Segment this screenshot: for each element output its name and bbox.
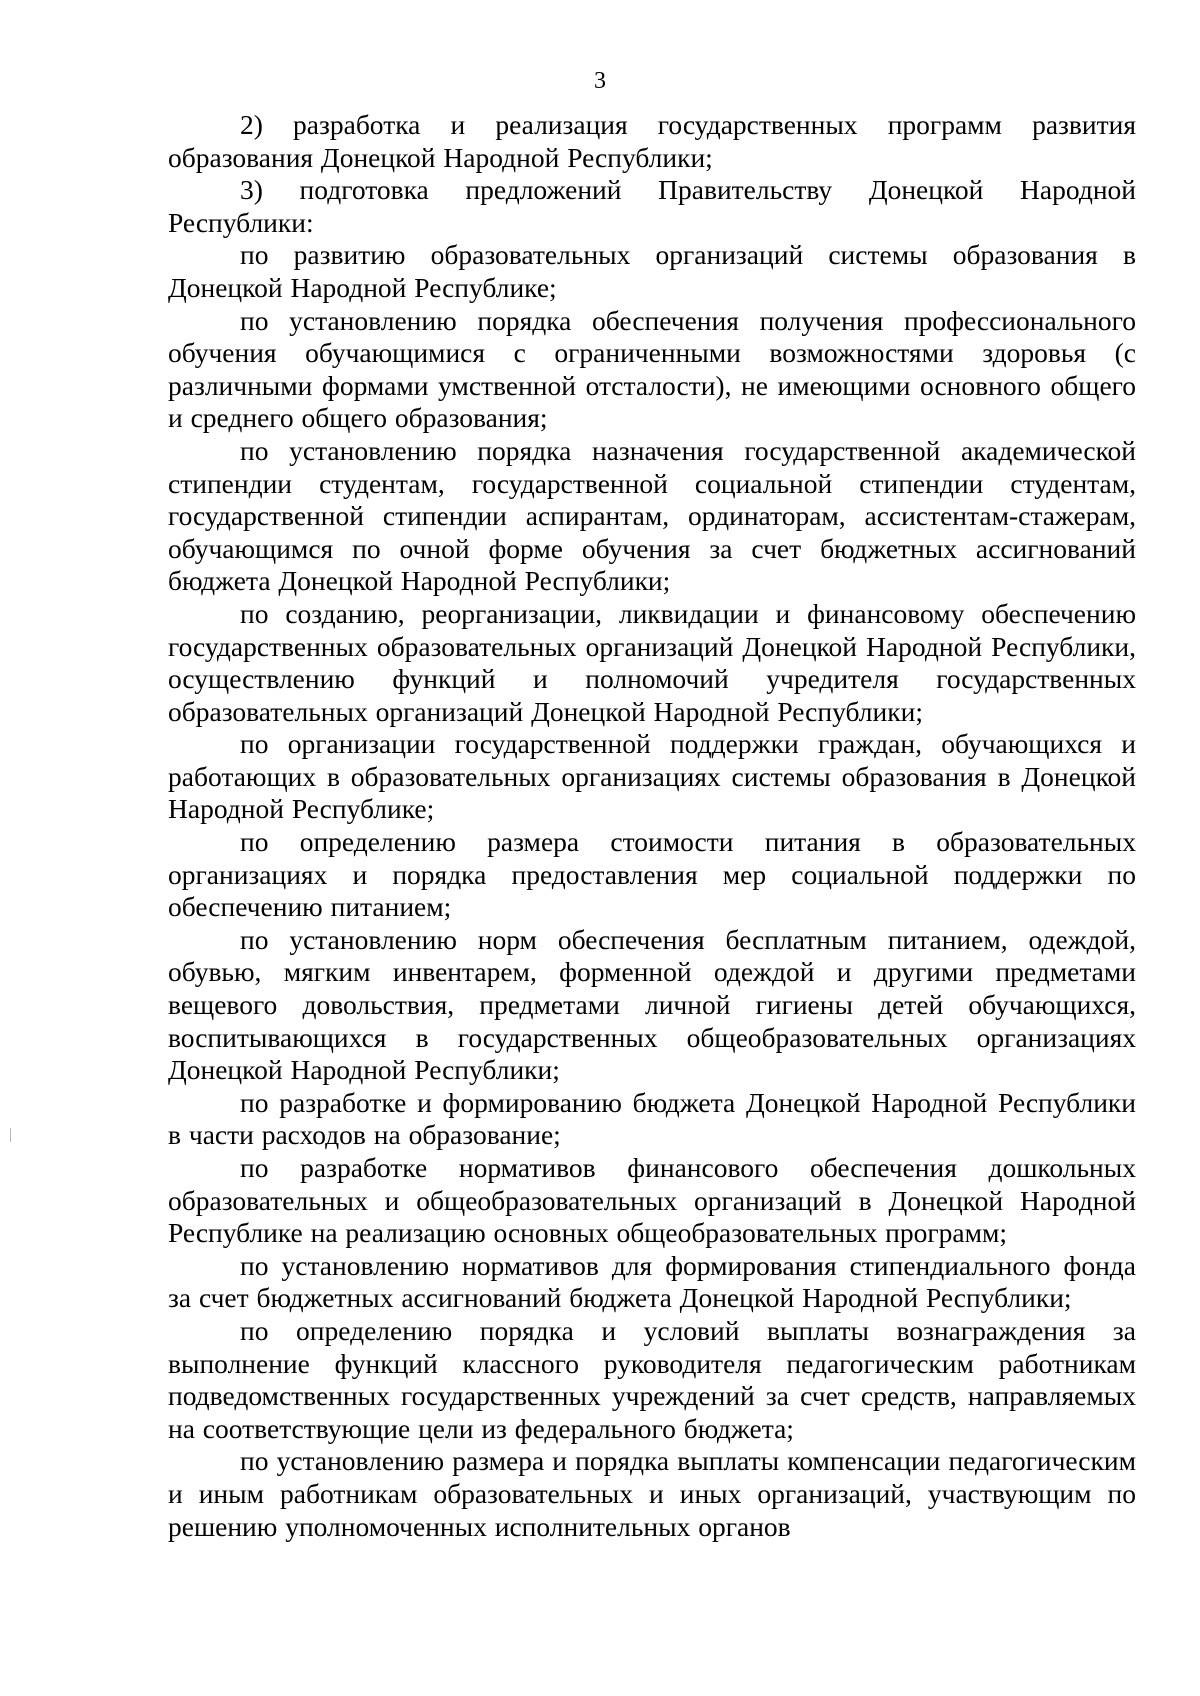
paragraph-budget-development: по разработке и формированию бюджета Донецкой Народной Республики в части расходов на образование; [168, 1086, 1136, 1151]
paragraph-nutrition-cost: по определению размера стоимости питания в образовательных организациях и порядка предоставления мер социальной поддержки по обеспечению питанием; [168, 826, 1136, 923]
paragraph-financial-standards: по разработке нормативов финансового обеспечения дошкольных образовательных и общеобразовательных организаций в Донецкой Народной Республике на реализацию основных общеобразовательных программ; [168, 1152, 1136, 1249]
paragraph-scholarship-fund: по установлению нормативов для формирования стипендиального фонда за счет бюджетных ассигнований бюджета Донецкой Народной Республики; [168, 1249, 1136, 1314]
paragraph-scholarships: по установлению порядка назначения государственной академической стипендии студентам, государственной социальной стипендии студентам, государственной стипендии аспирантам, ординаторам, ассистентам-стажерам, обучающимся по очной форме обучения за счет бюджетных ассигнований бюджета Донецкой Народной Республики; [168, 434, 1136, 597]
scan-margin-mark [10, 1128, 11, 1142]
document-body [168, 109, 1136, 1543]
paragraph-item-3: 3) подготовка предложений Правительству Донецкой Народной Республики: [168, 174, 1136, 238]
paragraph-class-teacher-reward: по определению порядка и условий выплаты вознаграждения за выполнение функций классного руководителя педагогическим работникам подведомственных государственных учреждений за счет средств, направляемых на соответствующие цели из федерального бюджета; [168, 1314, 1136, 1444]
paragraph-organization-creation: по созданию, реорганизации, ликвидации и финансовому обеспечению государственных образовательных организаций Донецкой Народной Республики, осуществлению функций и полномочий учредителя государственных образовательных организаций Донецкой Народной Республики; [168, 597, 1136, 727]
page-number: 3 [594, 68, 606, 94]
paragraph-education-organizations: по развитию образовательных организаций системы образования в Донецкой Народной Республике; [168, 239, 1136, 303]
paragraph-compensation: по установлению размера и порядка выплаты компенсации педагогическим и иным работникам образовательных и иных организаций, участвующим по решению уполномоченных исполнительных органов [168, 1445, 1136, 1542]
paragraph-item-2: 2) разработка и реализация государственных программ развития образования Донецкой Народной Республики; [168, 109, 1136, 173]
paragraph-provision-norms: по установлению норм обеспечения бесплатным питанием, одеждой, обувью, мягким инвентарем, форменной одеждой и другими предметами вещевого довольствия, предметами личной гигиены детей обучающихся, воспитывающихся в государственных общеобразовательных организациях Донецкой Народной Республики; [168, 923, 1136, 1086]
paragraph-state-support: по организации государственной поддержки граждан, обучающихся и работающих в образовательных организациях системы образования в Донецкой Народной Республике; [168, 728, 1136, 825]
paragraph-professional-training: по установлению порядка обеспечения получения профессионального обучения обучающимися с ограниченными возможностями здоровья (с различными формами умственной отсталости), не имеющими основного общего и среднего общего образования; [168, 304, 1136, 434]
